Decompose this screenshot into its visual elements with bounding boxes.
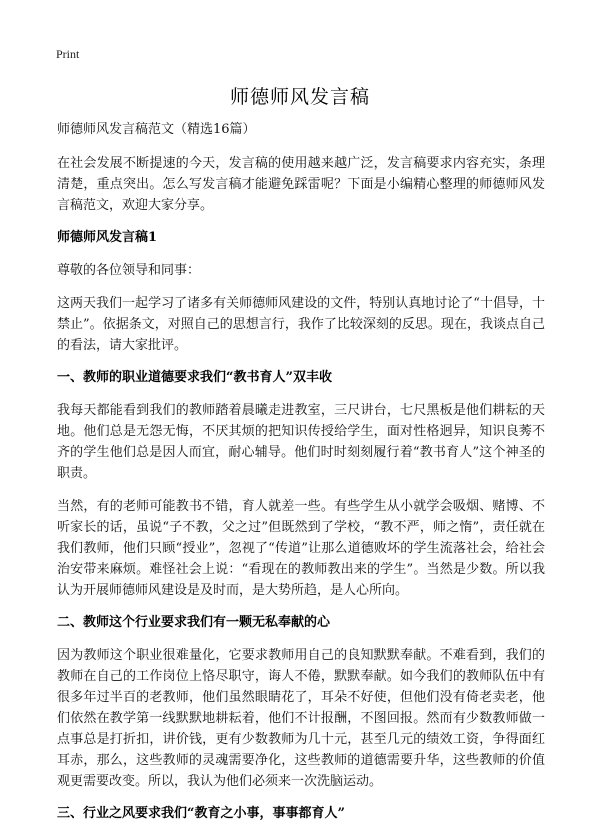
heading-2: 二、教师这个行业要求我们有一颗无私奉献的心 bbox=[57, 615, 331, 630]
paragraph-3: 当然，有的老师可能教书不错，育人就差一些。有些学生从小就学会吸烟、赌博、不听家长的话，虽说“子不教，父之过”但既然到了学校，“教不严，师之惰”，责任就在我们教师，他们只顾“授业”，忽视了“传道”让那么道德败坏的学生流落社会，给社会治安带来麻烦。难怪社会上说：“看现在的教师教出来的学生”。当然是少数。所以我认为开展师德师风建设是及时而，是大势所趋，是人心所向。 bbox=[57, 499, 545, 598]
heading-1: 一、教师的职业道德要求我们“教书育人”双丰收 bbox=[57, 370, 332, 385]
print-link[interactable]: Print bbox=[56, 47, 80, 61]
document-subtitle: 师德师风发言稿范文（精选16篇） bbox=[57, 122, 256, 137]
intro-paragraph: 在社会发展不断提速的今天，发言稿的使用越来越广泛，发言稿要求内容充实，条理清楚，重点突出。怎么写发言稿才能避免踩雷呢？下面是小编精心整理的师德师风发言稿范文，欢迎大家分享。 bbox=[57, 156, 545, 213]
greeting-paragraph: 尊敬的各位领导和同事： bbox=[57, 263, 201, 278]
paragraph-1: 这两天我们一起学习了诸多有关师德师风建设的文件，特别认真地讨论了“十倡导，十禁止”。依据条文，对照自己的思想言行，我作了比较深刻的反思。现在，我谈点自己的看法，请大家批评。 bbox=[57, 296, 545, 353]
document-body bbox=[57, 120, 545, 836]
section-title: 师德师风发言稿1 bbox=[57, 230, 158, 245]
heading-3: 三、行业之风要求我们“教育之小事，事事都育人” bbox=[57, 806, 345, 821]
paragraph-4: 因为教师这个职业很难量化，它要求教师用自己的良知默默奉献。不难看到，我们的教师在自己的工作岗位上恪尽职守，诲人不倦，默默奉献。如今我们的教师队伍中有很多年过半百的老教师，他们虽然眼睛花了，耳朵不好使，但他们没有倚老卖老，他们依然在教学第一线默默地耕耘着，他们不计报酬，不图回报。然而有少数教师做一点事总是打折扣，讲价钱，更有少数教师为几十元，甚至几元的绩效工资，争得面红耳赤，那么，这些教师的灵魂需要净化，这些教师的道德需要升华，这些教师的价值观更需要改变。所以，我认为他们必须来一次洗脑运动。 bbox=[57, 648, 545, 789]
page-title: 师德师风发言稿 bbox=[229, 86, 370, 108]
paragraph-2: 我每天都能看到我们的教师踏着晨曦走进教室，三尺讲台，七尺黑板是他们耕耘的天地。他们总是无怨无悔，不厌其烦的把知识传授给学生，面对性格迥异，知识良莠不齐的学生他们总是因人而宜，耐心辅导。他们时时刻刻履行着“教书育人”这个神圣的职责。 bbox=[57, 403, 545, 481]
